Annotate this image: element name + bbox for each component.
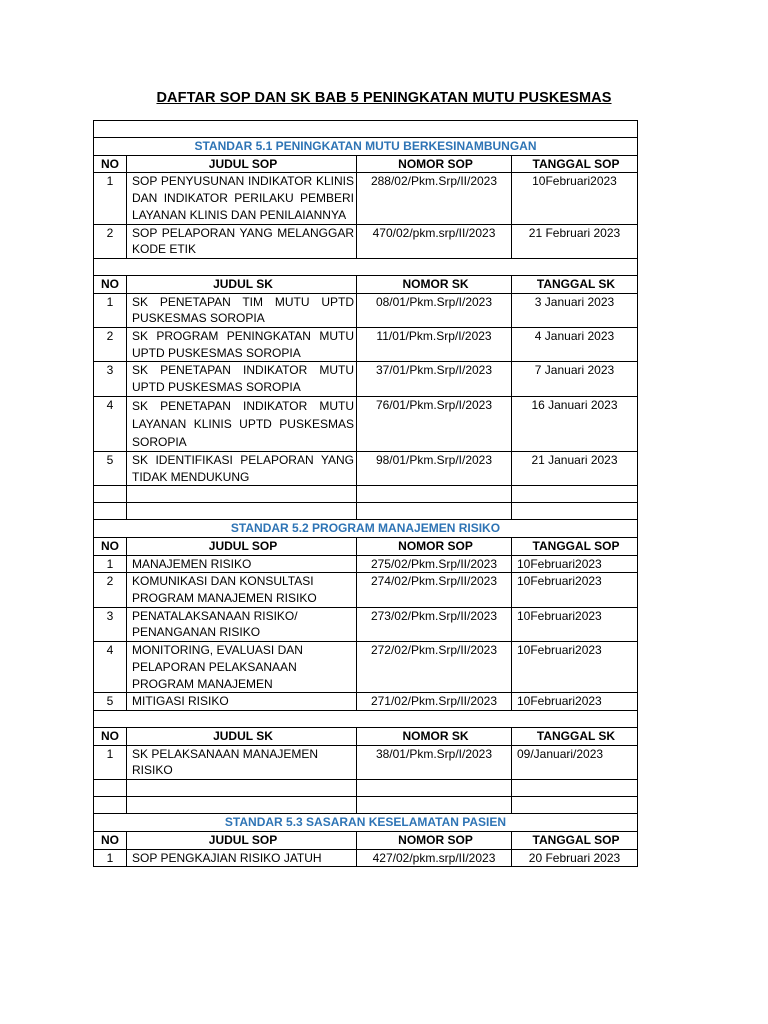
col-date-header: TANGGAL SK: [512, 275, 638, 293]
row-no: 4: [94, 642, 127, 693]
row-title: MONITORING, EVALUASI DAN PELAPORAN PELAKSANAAN PROGRAM MANAJEMEN: [127, 642, 357, 693]
row-date: 21 Januari 2023: [512, 451, 638, 485]
row-number: 272/02/Pkm.Srp/II/2023: [357, 642, 512, 693]
row-number: 76/01/Pkm.Srp/I/2023: [357, 396, 512, 451]
row-title: SOP PELAPORAN YANG MELANGGAR KODE ETIK: [127, 224, 357, 258]
row-date: 4 Januari 2023: [512, 328, 638, 362]
sop-header-row: [94, 155, 638, 173]
row-title: MITIGASI RISIKO: [127, 693, 357, 711]
col-date-header: TANGGAL SOP: [512, 831, 638, 849]
sk-header-row: [94, 275, 638, 293]
row-number: 288/02/Pkm.Srp/II/2023: [357, 173, 512, 224]
row-no: 1: [94, 555, 127, 573]
section-title: STANDAR 5.2 PROGRAM MANAJEMEN RISIKO: [94, 520, 638, 538]
table-empty-row: [94, 503, 638, 520]
col-number-header: NOMOR SOP: [357, 155, 512, 173]
table-row: [94, 451, 638, 485]
row-number: 08/01/Pkm.Srp/I/2023: [357, 293, 512, 327]
row-no: 1: [94, 173, 127, 224]
sop-header-row: [94, 831, 638, 849]
table-row: [94, 293, 638, 327]
sk-header-row: [94, 727, 638, 745]
table-row: [94, 555, 638, 573]
section-header-5-2: [94, 520, 638, 538]
table-spacer-row: [94, 121, 638, 138]
document-title: DAFTAR SOP DAN SK BAB 5 PENINGKATAN MUTU PUSKESMAS: [156, 90, 612, 106]
row-no: 1: [94, 293, 127, 327]
col-date-header: TANGGAL SK: [512, 727, 638, 745]
row-title: MANAJEMEN RISIKO: [127, 555, 357, 573]
col-no-header: NO: [94, 275, 127, 293]
table-row: [94, 693, 638, 711]
col-title-header: JUDUL SOP: [127, 155, 357, 173]
row-no: 2: [94, 328, 127, 362]
row-no: 2: [94, 224, 127, 258]
col-title-header: JUDUL SOP: [127, 537, 357, 555]
row-date: 10Februari2023: [512, 607, 638, 641]
row-no: 1: [94, 745, 127, 779]
col-no-header: NO: [94, 155, 127, 173]
table-row: [94, 396, 638, 451]
table-row: [94, 573, 638, 607]
row-number: 275/02/Pkm.Srp/II/2023: [357, 555, 512, 573]
row-date: 10Februari2023: [512, 693, 638, 711]
row-no: 5: [94, 451, 127, 485]
row-title: SK PELAKSANAAN MANAJEMEN RISIKO: [127, 745, 357, 779]
col-number-header: NOMOR SK: [357, 727, 512, 745]
col-number-header: NOMOR SK: [357, 275, 512, 293]
row-number: 38/01/Pkm.Srp/I/2023: [357, 745, 512, 779]
row-number: 98/01/Pkm.Srp/I/2023: [357, 451, 512, 485]
row-number: 470/02/pkm.srp/II/2023: [357, 224, 512, 258]
row-no: 4: [94, 396, 127, 451]
table-row: [94, 328, 638, 362]
sop-sk-table: [93, 120, 638, 867]
row-no: 3: [94, 362, 127, 396]
row-number: 37/01/Pkm.Srp/I/2023: [357, 362, 512, 396]
row-title: SOP PENGKAJIAN RISIKO JATUH: [127, 849, 357, 867]
row-number: 11/01/Pkm.Srp/I/2023: [357, 328, 512, 362]
table-row: [94, 224, 638, 258]
row-title: KOMUNIKASI DAN KONSULTASI PROGRAM MANAJEMEN RISIKO: [127, 573, 357, 607]
table-empty-row: [94, 486, 638, 503]
row-title: SK IDENTIFIKASI PELAPORAN YANG TIDAK MENDUKUNG: [127, 451, 357, 485]
row-date: 10Februari2023: [512, 573, 638, 607]
row-date: 16 Januari 2023: [512, 396, 638, 451]
table-row: [94, 745, 638, 779]
section-header-5-1: [94, 138, 638, 156]
row-no: 2: [94, 573, 127, 607]
row-title: SK PROGRAM PENINGKATAN MUTU UPTD PUSKESMAS SOROPIA: [127, 328, 357, 362]
table-row: [94, 849, 638, 867]
row-number: 273/02/Pkm.Srp/II/2023: [357, 607, 512, 641]
row-title: SK PENETAPAN INDIKATOR MUTU LAYANAN KLINIS UPTD PUSKESMAS SOROPIA: [127, 396, 357, 451]
col-date-header: TANGGAL SOP: [512, 537, 638, 555]
col-no-header: NO: [94, 537, 127, 555]
table-empty-row: [94, 797, 638, 814]
row-date: 7 Januari 2023: [512, 362, 638, 396]
row-no: 5: [94, 693, 127, 711]
row-title: PENATALAKSANAAN RISIKO/ PENANGANAN RISIKO: [127, 607, 357, 641]
row-date: 3 Januari 2023: [512, 293, 638, 327]
row-number: 274/02/Pkm.Srp/II/2023: [357, 573, 512, 607]
col-number-header: NOMOR SOP: [357, 537, 512, 555]
col-no-header: NO: [94, 727, 127, 745]
table-spacer-row: [94, 258, 638, 275]
col-date-header: TANGGAL SOP: [512, 155, 638, 173]
row-date: 10Februari2023: [512, 173, 638, 224]
sop-header-row: [94, 537, 638, 555]
section-title: STANDAR 5.3 SASARAN KESELAMATAN PASIEN: [94, 814, 638, 832]
row-title: SK PENETAPAN TIM MUTU UPTD PUSKESMAS SOROPIA: [127, 293, 357, 327]
table-row: [94, 362, 638, 396]
row-number: 271/02/Pkm.Srp/II/2023: [357, 693, 512, 711]
row-date: 20 Februari 2023: [512, 849, 638, 867]
row-date: 10Februari2023: [512, 555, 638, 573]
col-no-header: NO: [94, 831, 127, 849]
row-date: 10Februari2023: [512, 642, 638, 693]
row-number: 427/02/pkm.srp/II/2023: [357, 849, 512, 867]
row-date: 09/Januari/2023: [512, 745, 638, 779]
row-no: 3: [94, 607, 127, 641]
table-row: [94, 173, 638, 224]
table-row: [94, 642, 638, 693]
row-title: SOP PENYUSUNAN INDIKATOR KLINIS DAN INDIKATOR PERILAKU PEMBERI LAYANAN KLINIS DAN PENILAIANNYA: [127, 173, 357, 224]
row-date: 21 Februari 2023: [512, 224, 638, 258]
table-spacer-row: [94, 710, 638, 727]
col-title-header: JUDUL SK: [127, 275, 357, 293]
col-number-header: NOMOR SOP: [357, 831, 512, 849]
table-row: [94, 607, 638, 641]
section-header-5-3: [94, 814, 638, 832]
section-title: STANDAR 5.1 PENINGKATAN MUTU BERKESINAMBUNGAN: [94, 138, 638, 156]
col-title-header: JUDUL SK: [127, 727, 357, 745]
row-title: SK PENETAPAN INDIKATOR MUTU UPTD PUSKESMAS SOROPIA: [127, 362, 357, 396]
table-empty-row: [94, 780, 638, 797]
col-title-header: JUDUL SOP: [127, 831, 357, 849]
row-no: 1: [94, 849, 127, 867]
